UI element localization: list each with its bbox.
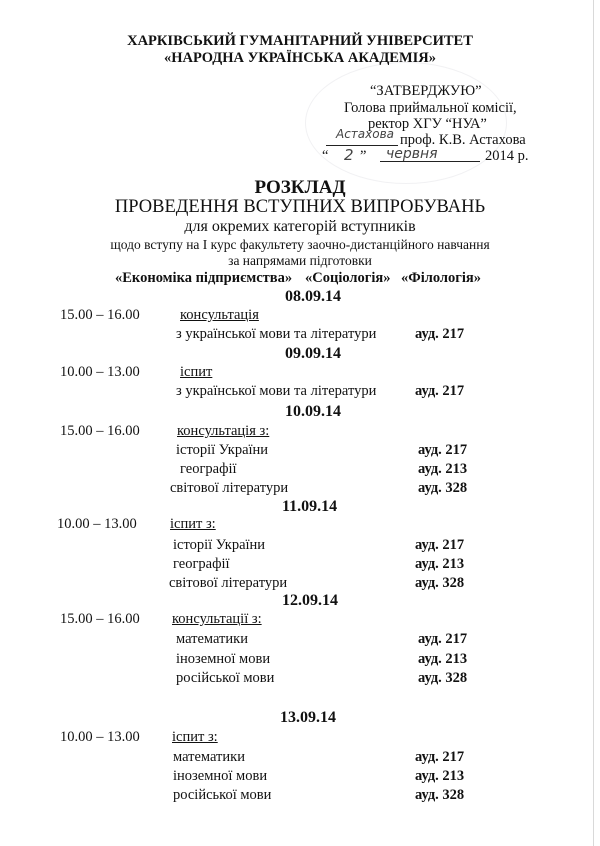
subject-name: з української мови та літератури: [176, 383, 377, 399]
date-heading: 11.09.14: [282, 498, 338, 515]
time-range: 15.00 – 16.00: [60, 307, 140, 323]
approver-position: Голова приймальної комісії,: [344, 100, 517, 116]
subject-name: географії: [173, 556, 230, 572]
event-type: консультація: [180, 307, 259, 323]
event-type: іспит з:: [172, 729, 218, 745]
subject-name: російської мови: [176, 670, 275, 686]
time-range: 15.00 – 16.00: [60, 423, 140, 439]
subject-name: світової літератури: [169, 575, 288, 591]
event-type: консультації з:: [172, 611, 262, 627]
room-number: ауд. 217: [415, 537, 465, 553]
time-range: 15.00 – 16.00: [60, 611, 140, 627]
approve-label: “ЗАТВЕРДЖУЮ”: [370, 83, 482, 99]
approver-rector: ректор ХГУ “НУА”: [368, 116, 487, 132]
subject-name: історії України: [176, 442, 269, 458]
subject-name: російської мови: [173, 787, 272, 803]
date-line: [380, 161, 480, 162]
subject-name: математики: [176, 631, 248, 647]
room-number: ауд. 328: [418, 670, 468, 686]
approval-month: червня: [386, 146, 438, 162]
subject-name: математики: [173, 749, 245, 765]
date-quote-close: ”: [360, 148, 367, 164]
approval-year: 2014 р.: [485, 148, 529, 164]
room-number: ауд. 213: [418, 461, 468, 477]
time-range: 10.00 – 13.00: [57, 516, 137, 532]
subject-name: світової літератури: [170, 480, 289, 496]
time-range: 10.00 – 13.00: [60, 729, 140, 745]
direction-sociology: «Соціологія»: [305, 270, 391, 286]
date-quote-open: “: [322, 148, 329, 164]
faculty-line: щодо вступу на І курс факультету заочно-дистанційного навчання: [110, 237, 490, 252]
event-type: іспит з:: [170, 516, 216, 532]
subject-name: іноземної мови: [173, 768, 268, 784]
directions-label: за напрямами підготовки: [228, 253, 372, 268]
room-number: ауд. 217: [415, 326, 465, 342]
signature: Астахова: [336, 127, 395, 141]
date-heading: 08.09.14: [285, 288, 341, 305]
university-name: ХАРКІВСЬКИЙ ГУМАНІТАРНИЙ УНІВЕРСИТЕТ: [127, 33, 473, 49]
categories-line: для окремих категорій вступників: [184, 218, 416, 235]
subject-name: географії: [180, 461, 237, 477]
room-number: ауд. 213: [415, 768, 465, 784]
subject-name: іноземної мови: [176, 651, 271, 667]
scan-edge: [593, 0, 594, 846]
date-heading: 10.09.14: [285, 403, 341, 420]
room-number: ауд. 213: [415, 556, 465, 572]
event-type: іспит: [180, 364, 213, 380]
room-number: ауд. 217: [415, 383, 465, 399]
room-number: ауд. 217: [415, 749, 465, 765]
date-heading: 12.09.14: [282, 592, 338, 609]
academy-name: «НАРОДНА УКРАЇНСЬКА АКАДЕМІЯ»: [163, 50, 437, 66]
room-number: ауд. 217: [418, 631, 468, 647]
approval-day: 2: [344, 146, 354, 164]
room-number: ауд. 328: [415, 787, 465, 803]
document-title: РОЗКЛАД: [254, 177, 346, 198]
date-heading: 13.09.14: [280, 709, 336, 726]
time-range: 10.00 – 13.00: [60, 364, 140, 380]
direction-philology: «Філологія»: [401, 270, 482, 286]
direction-economics: «Економіка підприємства»: [115, 270, 293, 286]
room-number: ауд. 217: [418, 442, 468, 458]
room-number: ауд. 328: [418, 480, 468, 496]
room-number: ауд. 328: [415, 575, 465, 591]
subject-name: історії України: [173, 537, 266, 553]
approver-signer: проф. К.В. Астахова: [400, 132, 526, 148]
subject-name: з української мови та літератури: [176, 326, 377, 342]
event-type: консультація з:: [177, 423, 270, 439]
room-number: ауд. 213: [418, 651, 468, 667]
document-subtitle: ПРОВЕДЕННЯ ВСТУПНИХ ВИПРОБУВАНЬ: [114, 197, 486, 217]
date-heading: 09.09.14: [285, 345, 341, 362]
